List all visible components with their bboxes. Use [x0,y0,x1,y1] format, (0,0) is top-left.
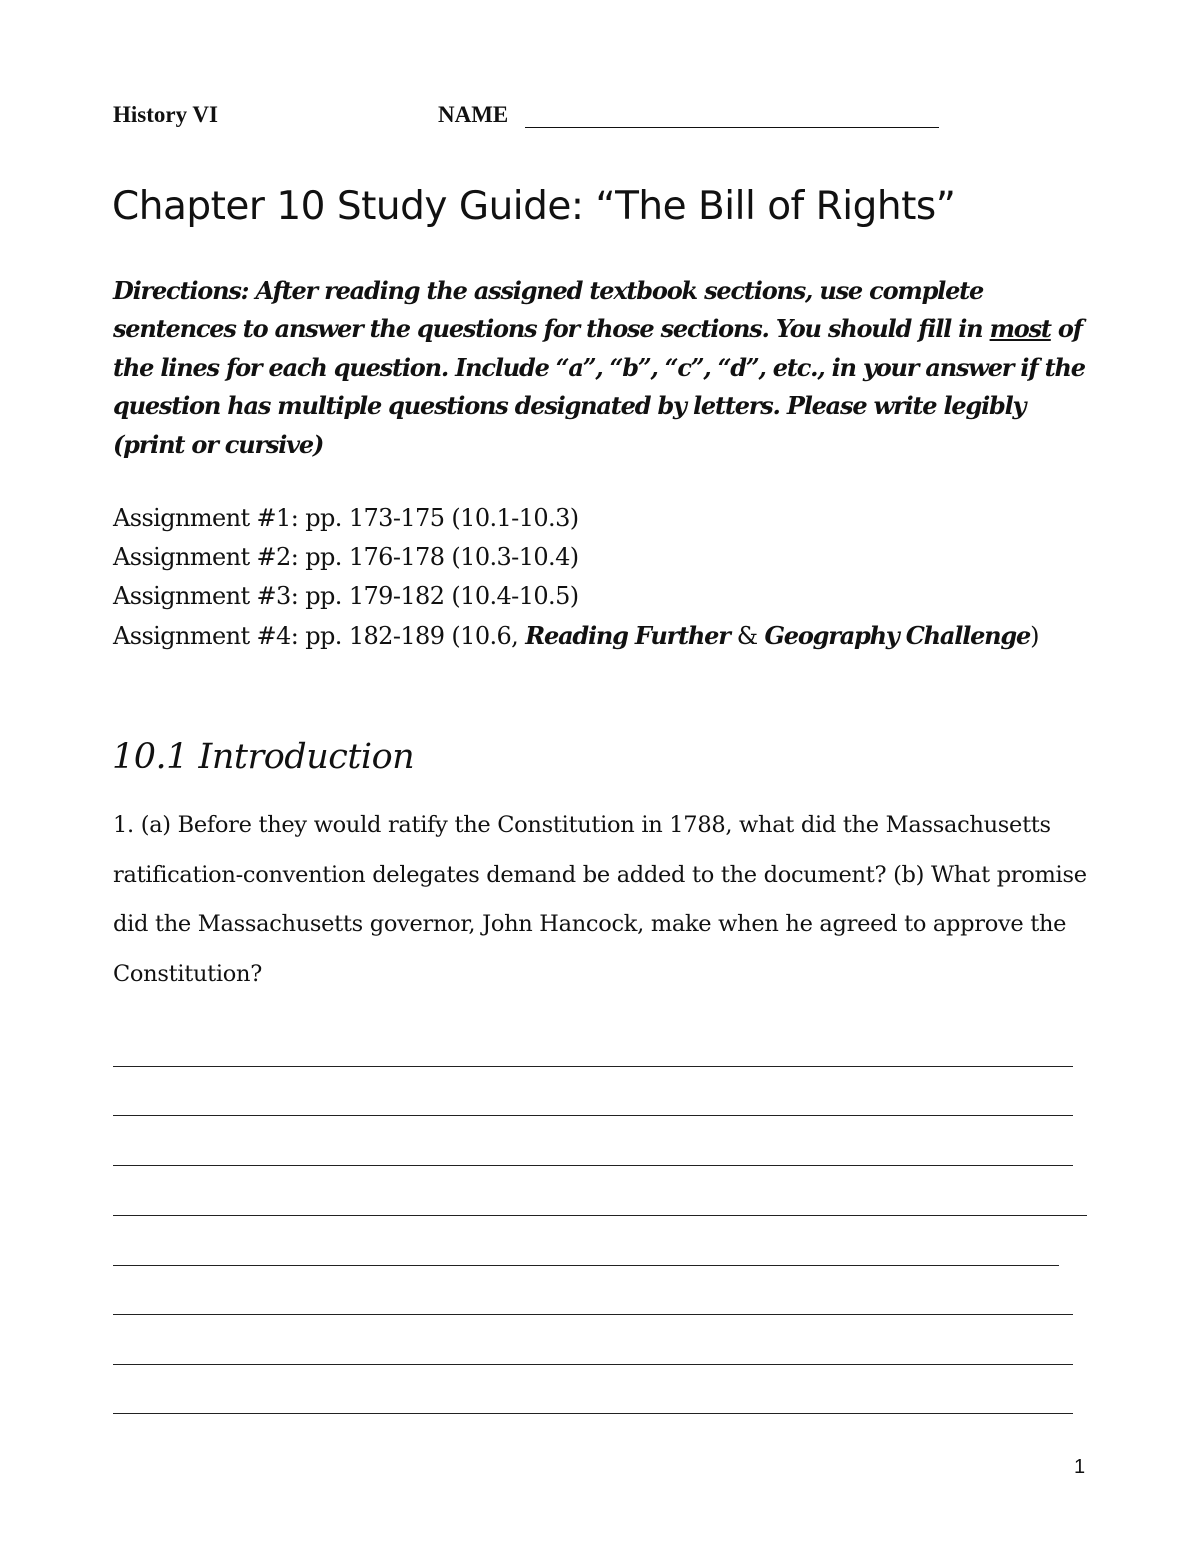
directions-paragraph [113,272,1088,464]
answer-line[interactable] [113,1165,1073,1166]
assignment-2: Assignment #2: pp. 176-178 (10.3-10.4) [113,543,579,571]
name-blank-line[interactable] [525,127,939,128]
assignment-3: Assignment #3: pp. 179-182 (10.4-10.5) [113,582,579,610]
assignment-4-prefix: Assignment #4: pp. 182-189 (10.6, [113,622,526,650]
assignment-4 [113,616,1088,656]
assignment-4-reading-further: Reading Further [525,621,730,650]
answer-line[interactable] [113,1215,1087,1216]
directions-text-2: of the lines for each question. Include “a”, “b”, “c”, “d”, etc., in your answer if the question has multiple questions designated by letters. Please write legibly (print or cursive) [113,314,1085,459]
directions-text-1: Directions: After reading the assigned textbook sections, use complete sentences to answer the questions for those sections. You should fill in [113,276,990,344]
assignment-1: Assignment #1: pp. 173-175 (10.1-10.3) [113,504,579,532]
assignment-4-geography-challenge: Geography Challenge [764,621,1031,650]
assignment-4-suffix: ) [1030,622,1039,650]
page-title: Chapter 10 Study Guide: “The Bill of Rights” [112,184,956,229]
assignment-list [113,499,1088,656]
course-name: History VI [113,102,218,127]
assignment-4-ampersand: & [729,622,765,650]
section-heading: 10.1 Introduction [112,737,415,777]
question-1: 1. (a) Before they would ratify the Constitution in 1788, what did the Massachusetts ratification-convention delegates demand be added to the document? (b) What promise did the Massachusetts governor, John Hancock, make when he agreed to approve the Constitution? [113,812,1087,987]
answer-line[interactable] [113,1314,1073,1315]
page-number: 1 [1074,1456,1086,1478]
answer-line[interactable] [113,1413,1073,1414]
header-row [113,100,953,134]
answer-line[interactable] [113,1066,1073,1067]
answer-line[interactable] [113,1265,1059,1266]
answer-line[interactable] [113,1115,1073,1116]
answer-line[interactable] [113,1364,1073,1365]
directions-underlined-word: most [989,314,1051,344]
name-label: NAME [438,102,509,127]
